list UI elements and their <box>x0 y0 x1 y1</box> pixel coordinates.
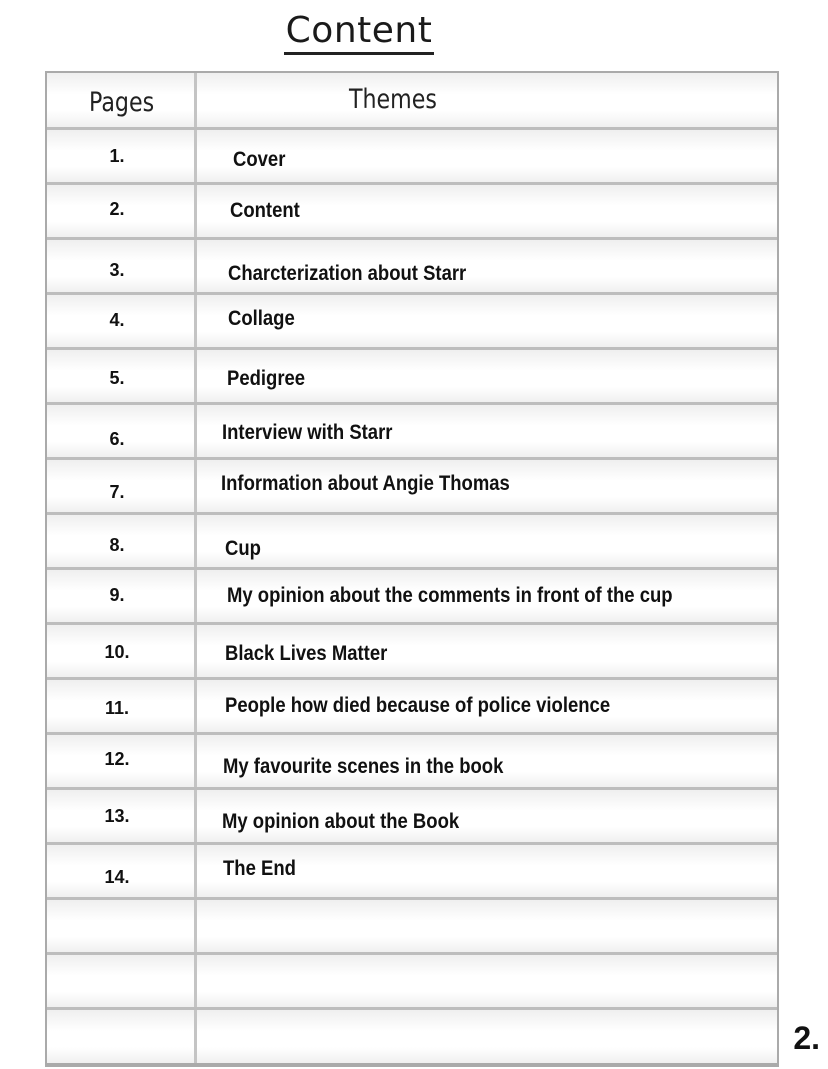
theme-text: Collage <box>228 307 295 330</box>
theme-text: Information about Angie Thomas <box>221 472 510 495</box>
theme-text: My opinion about the comments in front of the cup <box>227 584 673 607</box>
theme-cell <box>197 845 777 897</box>
theme-text: People how died because of police violence <box>225 694 611 717</box>
page-number: 2. <box>109 199 125 219</box>
table-row <box>47 790 777 845</box>
theme-text: Pedigree <box>227 367 306 390</box>
page-number: 9. <box>109 585 125 605</box>
page-number: 1. <box>109 146 125 166</box>
theme-text: My opinion about the Book <box>222 810 460 833</box>
theme-cell <box>197 185 777 237</box>
page-cell <box>47 185 197 237</box>
page-title <box>0 10 718 55</box>
theme-cell <box>197 240 777 292</box>
table-row <box>47 625 777 680</box>
theme-cell <box>197 1010 777 1063</box>
page-title-text: Content <box>284 10 435 55</box>
theme-cell <box>197 350 777 402</box>
page-number: 8. <box>109 535 125 555</box>
header-pages: Pages <box>89 87 155 118</box>
header-cell-pages <box>47 73 197 127</box>
page-cell <box>47 680 197 732</box>
theme-text: Cover <box>233 148 286 171</box>
theme-cell <box>197 735 777 787</box>
theme-cell <box>197 570 777 622</box>
page-cell <box>47 240 197 292</box>
page-cell <box>47 570 197 622</box>
page-number: 12. <box>104 749 130 769</box>
theme-cell <box>197 625 777 677</box>
theme-cell <box>197 460 777 512</box>
page-cell <box>47 625 197 677</box>
page-cell <box>47 955 197 1007</box>
page-cell <box>47 845 197 897</box>
page-number: 3. <box>109 260 125 280</box>
page-cell <box>47 900 197 952</box>
table-row-empty <box>47 900 777 955</box>
table-row-empty <box>47 955 777 1010</box>
page-cell <box>47 735 197 787</box>
page-number: 11. <box>104 698 130 718</box>
theme-cell <box>197 130 777 182</box>
table-row <box>47 680 777 735</box>
theme-cell <box>197 680 777 732</box>
table-row <box>47 350 777 405</box>
page-cell <box>47 1010 197 1063</box>
page-number: 14. <box>104 867 130 887</box>
page-number: 4. <box>109 310 125 330</box>
page-number: 13. <box>104 806 130 826</box>
table-row <box>47 130 777 185</box>
table-row <box>47 405 777 460</box>
theme-text: Charcterization about Starr <box>228 262 467 285</box>
theme-text: The End <box>223 857 296 880</box>
theme-cell <box>197 790 777 842</box>
page-cell <box>47 130 197 182</box>
table-header-row <box>47 73 777 130</box>
theme-cell <box>197 405 777 457</box>
page-cell <box>47 515 197 567</box>
table-row <box>47 460 777 515</box>
theme-cell <box>197 515 777 567</box>
page-number: 7. <box>109 482 125 502</box>
theme-cell <box>197 955 777 1007</box>
page-number: 6. <box>109 429 125 449</box>
table-row <box>47 735 777 790</box>
theme-text: My favourite scenes in the book <box>223 755 504 778</box>
table-row <box>47 295 777 350</box>
theme-text: Cup <box>225 537 261 560</box>
page-number-marker: 2. <box>793 1020 820 1056</box>
page-cell <box>47 790 197 842</box>
table-row <box>47 515 777 570</box>
page-cell <box>47 460 197 512</box>
theme-text: Black Lives Matter <box>225 642 388 665</box>
header-cell-themes <box>197 73 777 127</box>
theme-text: Content <box>230 199 300 222</box>
table-row-empty <box>47 1010 777 1065</box>
theme-cell <box>197 900 777 952</box>
table-row <box>47 570 777 625</box>
table-row <box>47 240 777 295</box>
theme-text: Interview with Starr <box>222 421 393 444</box>
table-row <box>47 845 777 900</box>
theme-cell <box>197 295 777 347</box>
page-cell <box>47 295 197 347</box>
page-number: 5. <box>109 368 125 388</box>
page-cell <box>47 405 197 457</box>
page-number: 10. <box>104 642 130 662</box>
table-row <box>47 185 777 240</box>
table-of-contents <box>45 71 779 1067</box>
header-themes: Themes <box>349 84 437 115</box>
page-cell <box>47 350 197 402</box>
